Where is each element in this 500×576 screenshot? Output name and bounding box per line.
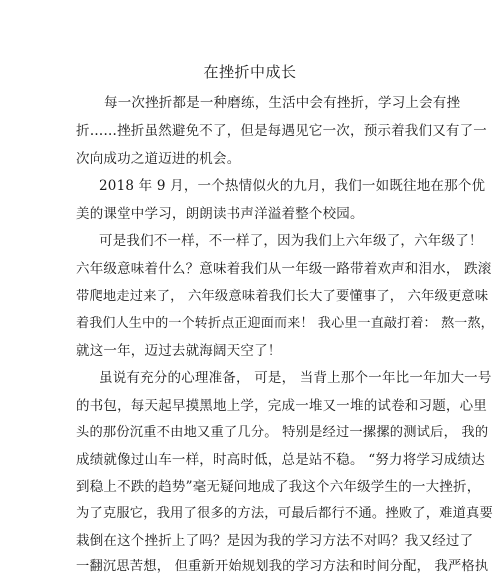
paragraph-line: 每一次挫折都是一种磨练，生活中会有挫折，学习上会有挫 (104, 95, 461, 111)
paragraph-line: 栽倒在这个挫折上了吗？是因为我的学习方法不对吗？我又经过了 (76, 533, 474, 549)
paragraph-line: 可是我们不一样，不一样了，因为我们上六年级了，六年级了！ (99, 233, 483, 249)
paragraph-line: 着我们人生中的一个转折点正迎面而来！ 我心里一直敲打着： 熬一熬， (76, 316, 494, 331)
paragraph-line: 为了克服它，我用了很多的方法，可最后都行不通。挫败了，难道真要 (76, 506, 493, 521)
paragraph-line: 就这一年，迈过去就海阔天空了！ (76, 343, 282, 359)
paragraph-line: 一翻沉思苦想， 但重新开始规划我的学习方法和时间分配， 我严格执 (76, 559, 489, 574)
paragraph-line: 带爬地走过来了， 六年级意味着我们长大了要懂事了， 六年级更意味 (76, 289, 489, 304)
paragraph-line: 成绩就像过山车一样，时高时低，总是站不稳。 “努力将学习成绩达 (76, 452, 485, 468)
paragraph-line: 次向成功之道迈进的机会。 (76, 151, 241, 167)
paragraph-line: 美的课堂中学习，朗朗读书声洋溢着整个校园。 (76, 206, 364, 222)
paragraph-line: 的书包，每天起早摸黑地上学，完成一堆又一堆的试卷和习题，心里 (76, 398, 487, 414)
paragraph-line: 六年级意味着什么？意味着我们从一年级一路带着欢声和泪水， 跌滚 (76, 261, 492, 277)
paragraph-line: 折……挫折虽然避免不了，但是每遇见它一次，预示着我们又有了一 (76, 123, 487, 139)
paragraph-line: 2018 年 9 月，一个热情似火的九月，我们一如既往地在那个优 (99, 178, 486, 194)
document-title: 在挫折中成长 (203, 63, 297, 81)
paragraph-line: 头的那份沉重不由地又重了几分。 特别是经过一摞摞的测试后， 我的 (76, 425, 489, 440)
paragraph-line: 到稳上不跌的趋势”毫无疑问地成了我这个六年级学生的一大挫折， (76, 479, 481, 495)
paragraph-line: 虽说有充分的心理准备， 可是， 当背上那个一年比一年加大一号 (99, 370, 492, 386)
